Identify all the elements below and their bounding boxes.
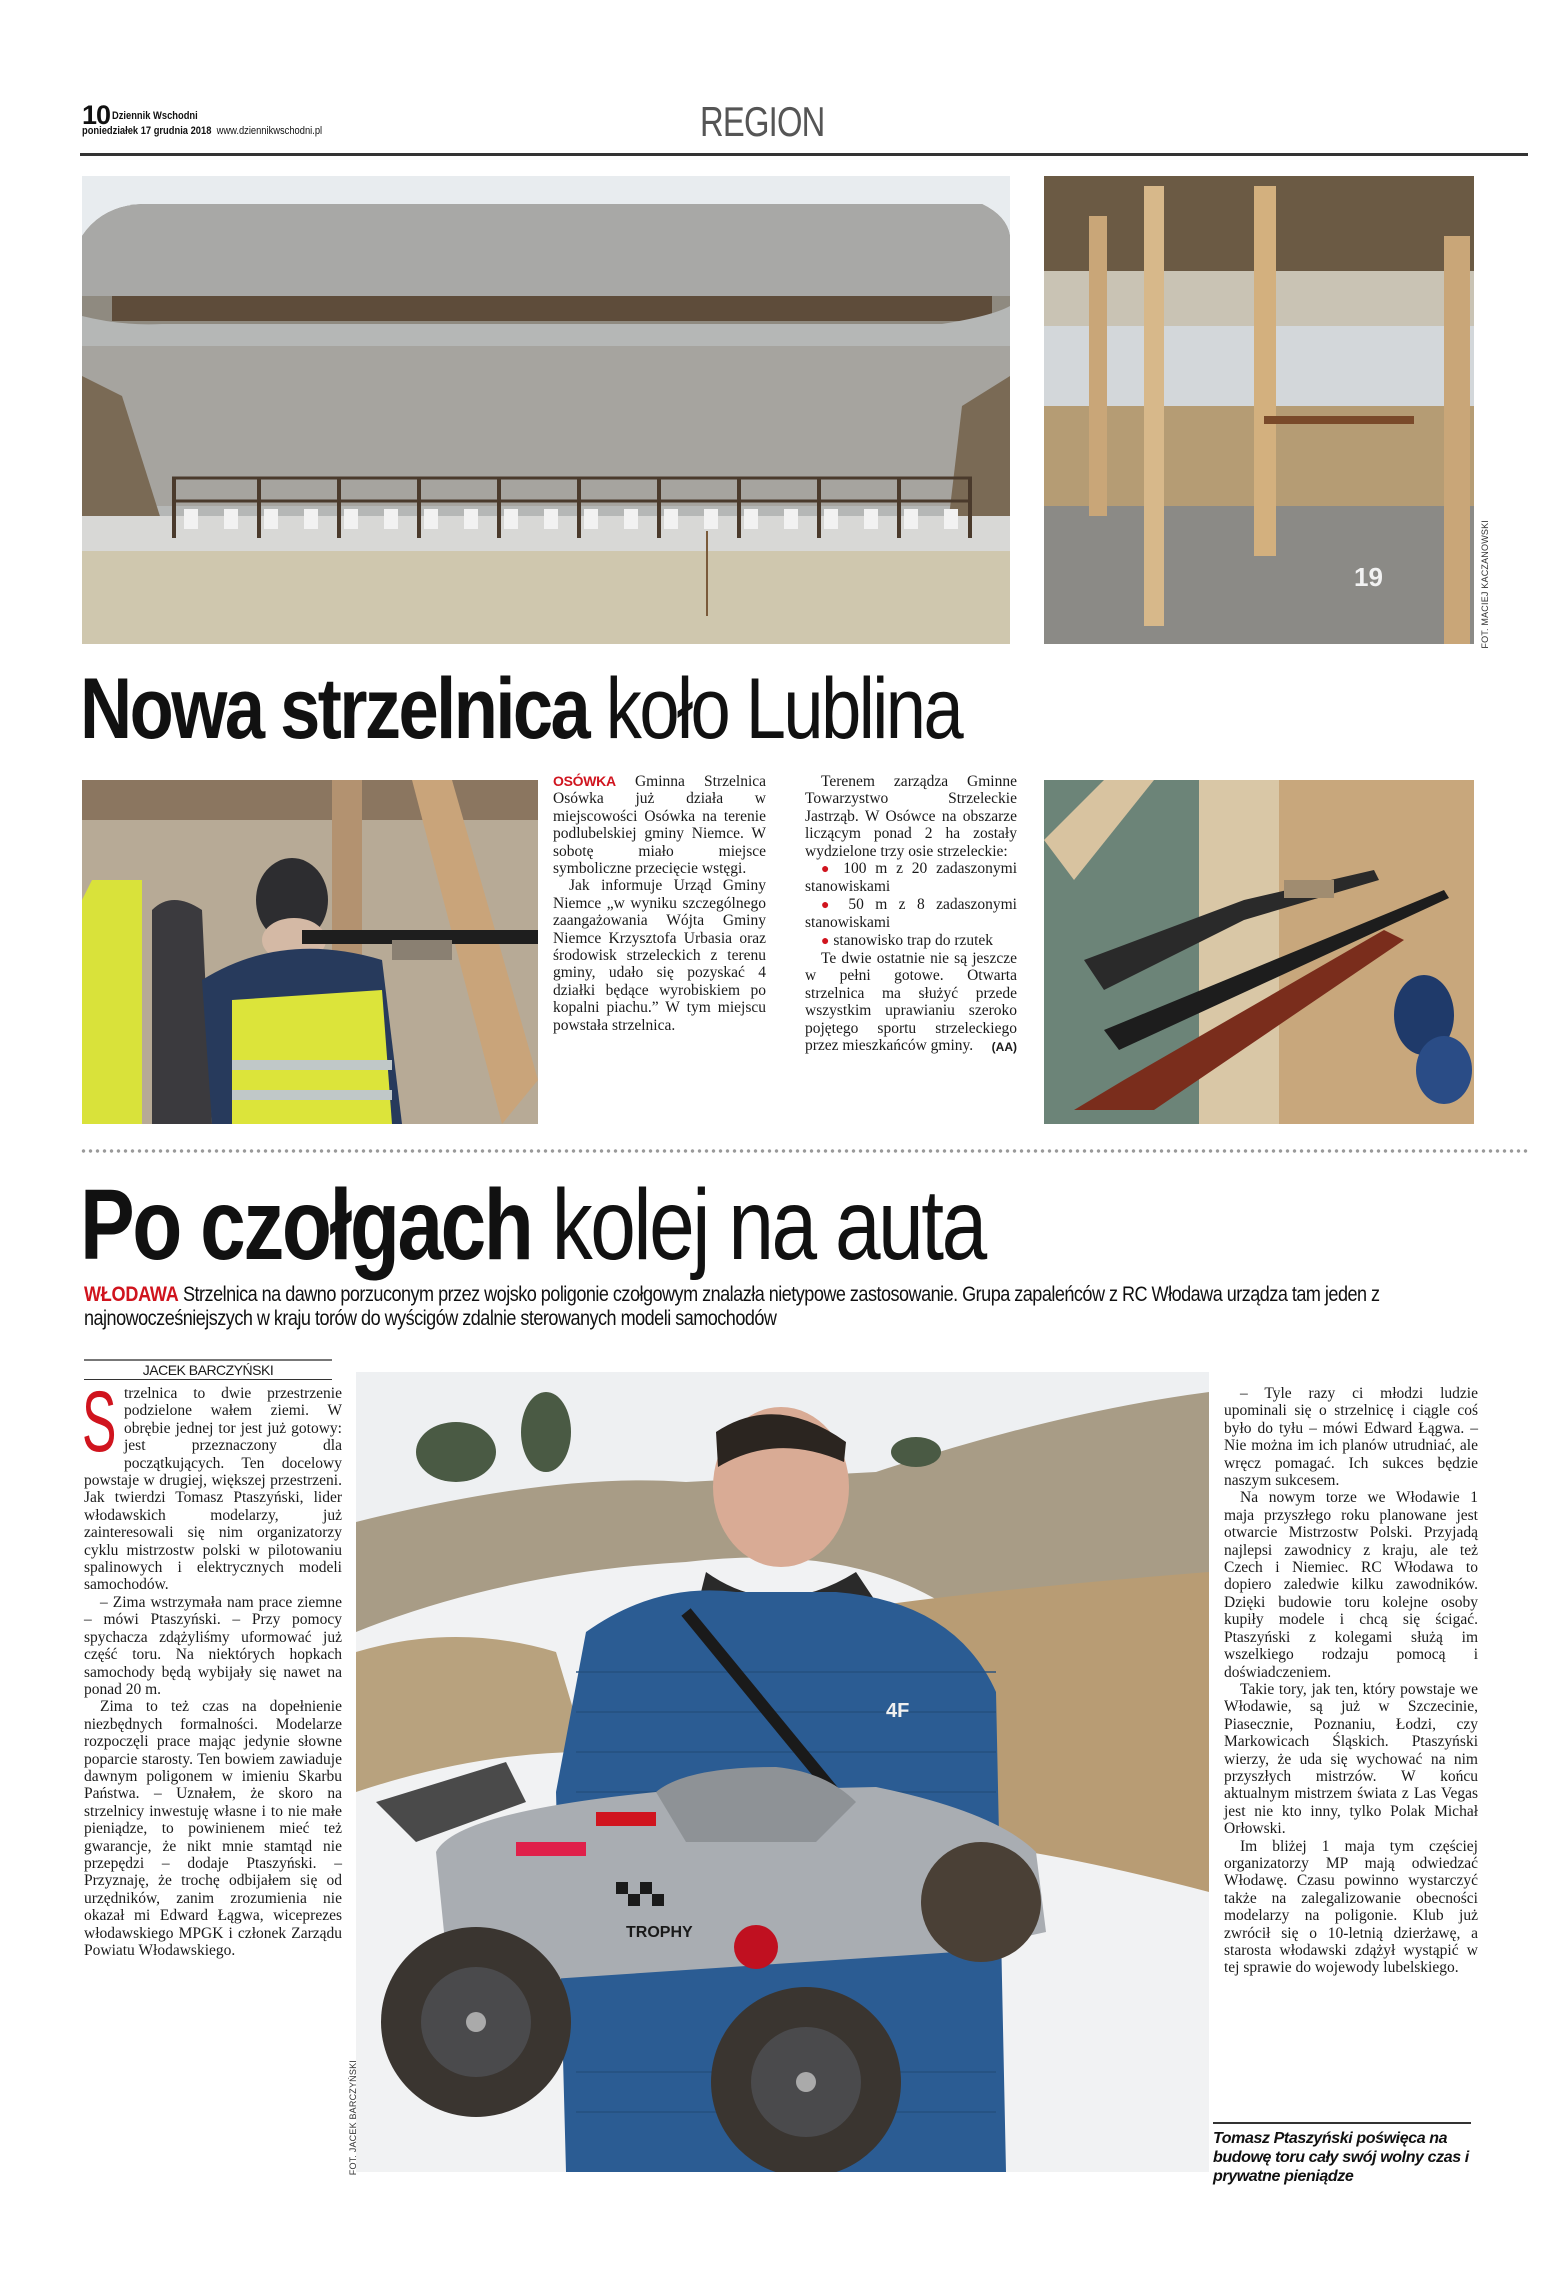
paragraph: Jak informuje Urząd Gminy Niemce „w wyniku szczególnego zaangażowania Wójta Gminy Niemce Krzysztofa Urbasia oraz środowisk strzeleckich z terenu gminy, udało się pozyskać 4 działki będące wyrobiskiem po kopalni piachu.” W tym miejscu powstała strzelnica. (553, 877, 766, 1034)
headline-1-light: koło Lublina (605, 661, 962, 757)
headline-article-1 (80, 660, 961, 759)
drop-cap: S (82, 1374, 117, 1470)
svg-text:TROPHY: TROPHY (626, 1924, 693, 1941)
caption-rule (1213, 2122, 1471, 2124)
photo-caption: Tomasz Ptaszyński poświęca na budowę toru cały swój wolny czas i prywatne pieniądze (1213, 2130, 1469, 2185)
lane-number: 19 (1354, 562, 1383, 592)
date-line (82, 125, 322, 137)
paper-name: Dziennik Wschodni (112, 110, 198, 122)
section-divider (80, 1148, 1528, 1154)
list-item: 100 m z 20 zadaszonymi stanowiskami (805, 860, 1018, 896)
article-2-right-column (1224, 1385, 1478, 1977)
website-link[interactable]: www.dziennikwschodni.pl (216, 125, 323, 137)
author-signature: (AA) (991, 1040, 1017, 1055)
headline-1-bold: Nowa strzelnica (80, 661, 589, 757)
paragraph: Te dwie ostatnie nie są jeszcze w pełni gotowe. Otwarta strzelnica ma służyć przede wszystkim uprawianiu szeroko pojętego sportu strzeleckiego przez mieszkańców gminy. (805, 950, 1017, 1055)
paragraph: Im bliżej 1 maja tym częściej organizatorzy MP mają odwiedzać Włodawę. Czasu powinno wystarczyć także na zalegalizowanie obecności modelarzy na poligonie. Klub już zwrócił się o 10-letnią dzierżawę, a starosta włodawski zdążył wystąpić w tej sprawie do wojewody lubelskiego. (1224, 1837, 1478, 1977)
paragraph: Gminna Strzelnica Osówka już działa w miejscowości Osówka na terenie podlubelskiej gminy Niemce. W sobotę miało miejsce symboliczne przecięcie wstęgi. (553, 773, 767, 878)
photo-rifles (1044, 780, 1474, 1124)
paragraph: trzelnica to dwie przestrzenie podzielone wałem ziemi. W obrębie jednej tor jest już gotowy: jest przeznaczony dla początkujących. Ten docelowy powstaje w drugiej, większej przestrzeni. Jak twierdzi Tomasz Ptaszyński, lider włodawskich modelarzy, już zainteresowali się nim organizatorzy cyklu mistrzostw polski w pilotowaniu spalinowych i elektrycznych modeli samochodów. (84, 1385, 342, 1594)
bullet-icon: ● (821, 933, 830, 949)
headline-article-2 (80, 1168, 985, 1283)
header-rule (80, 153, 1528, 156)
paragraph: – Tyle razy ci młodzi ludzie upominali się o strzelnicę i ciągle coś było do tyłu – mówi Edward Łągwa. – Nie można im ich planów utrudniać, ale wręcz pomagać. Ich sukces będzie naszym sukcesem. (1224, 1385, 1478, 1490)
headline-2-bold: Po czołgach (80, 1169, 532, 1281)
lead-text: Strzelnica na dawno porzuconym przez wojsko poligonie czołgowym znalazła nietypowe zastosowanie. Grupa zapaleńców z RC Włodawa urządza tam jeden z najnowocześniejszych w kraju torów do wyścigów zdalnie sterowanych modeli samochodów (84, 1283, 1380, 1330)
article-1-column-1 (553, 773, 766, 1034)
paragraph: – Zima wstrzymała nam prace ziemne – mówi Ptaszyński. – Przy pomocy spychacza zdążyliśmy uformować już część toru. Na niektórych hopkach samochody będą wybijały się nawet na ponad 20 m. (84, 1593, 342, 1698)
paragraph: Zima to też czas na dopełnienie niezbędnych formalności. Modelarze rozpoczęli prace mając jedynie słowne poparcie starosty. Ten bowiem zawiaduje dawnym poligonem w imieniu Skarbu Państwa. – Uznałem, że skoro na strzelnicy inwestuję własne i to nie małe pieniądze, to powinienem mieć też gwarancje, że nikt mnie stamtąd nie przepędzi – dodaje Ptaszyński. – Przyznaję, że trochę odbijałem się od urzędników, zanim zrozumienia nie okazał mi Edward Łągwa, wiceprezes włodawskiego MPGK i członek Zarządu Powiatu Włodawskiego. (84, 1698, 342, 1959)
photo-shooting-stands (1044, 176, 1474, 644)
page-number: 10 (82, 100, 111, 130)
photo-range-berm (82, 176, 1010, 644)
bullet-icon: ● (821, 862, 835, 878)
paragraph: Terenem zarządza Gminne Towarzystwo Strzeleckie Jastrząb. W Osówce na obszarze liczącym ponad 2 ha zostały wydzielone trzy osie strzeleckie: (805, 773, 1017, 860)
article-2-left-column (82, 1374, 342, 1959)
bullet-icon: ● (821, 897, 837, 913)
list-item: 50 m z 8 zadaszonymi stanowiskami (805, 895, 1017, 932)
author-byline: JACEK BARCZYŃSKI (84, 1359, 332, 1380)
paragraph: Takie tory, jak ten, który powstaje we Włodawie, są już w Szczecinie, Piasecznie, Poznaniu, Łodzi, czy Markowicach Śląskich. Ptaszyński wierzy, że uda się wychować na nim przyszłych mistrzów. W końcu aktualnym mistrzem świata z Las Vegas jest nie kto inny, tylko Polak Michał Orłowski. (1224, 1680, 1478, 1838)
headline-2-light: kolej na auta (551, 1169, 985, 1281)
photo-credit-2: FOT. JACEK BARCZYŃSKI (348, 2060, 358, 2176)
section-title: REGION (700, 98, 825, 145)
photo-credit-1: FOT. MACIEJ KACZANOWSKI (1480, 520, 1490, 649)
article-2-lead (84, 1283, 1525, 1331)
kicker-wlodawa: WŁODAWA (84, 1283, 179, 1306)
list-item: stanowisko trap do rzutek (833, 931, 994, 949)
article-1-column-2 (805, 773, 1017, 1057)
photo-man-with-rc-car (356, 1372, 1209, 2172)
issue-date: poniedziałek 17 grudnia 2018 (82, 125, 212, 137)
paragraph: Na nowym torze we Włodawie 1 maja przyszłego roku planowane jest otwarcie Mistrzostw Polski. Przyjadą najlepsi zawodnicy z kraju, ale też Czech i Niemiec. RC Włodawa to dopiero zaledwie kilku zawodników. Dzięki budowie toru kolejne osoby kupiły modele i chcą się ścigać. Ptaszyński z kolegami służą im wszelkiego rodzaju pomocą i doświadczeniem. (1224, 1489, 1478, 1681)
kicker-osowka: OSÓWKA (553, 773, 616, 789)
jacket-logo: 4F (886, 1700, 910, 1722)
photo-shooter (82, 780, 538, 1124)
